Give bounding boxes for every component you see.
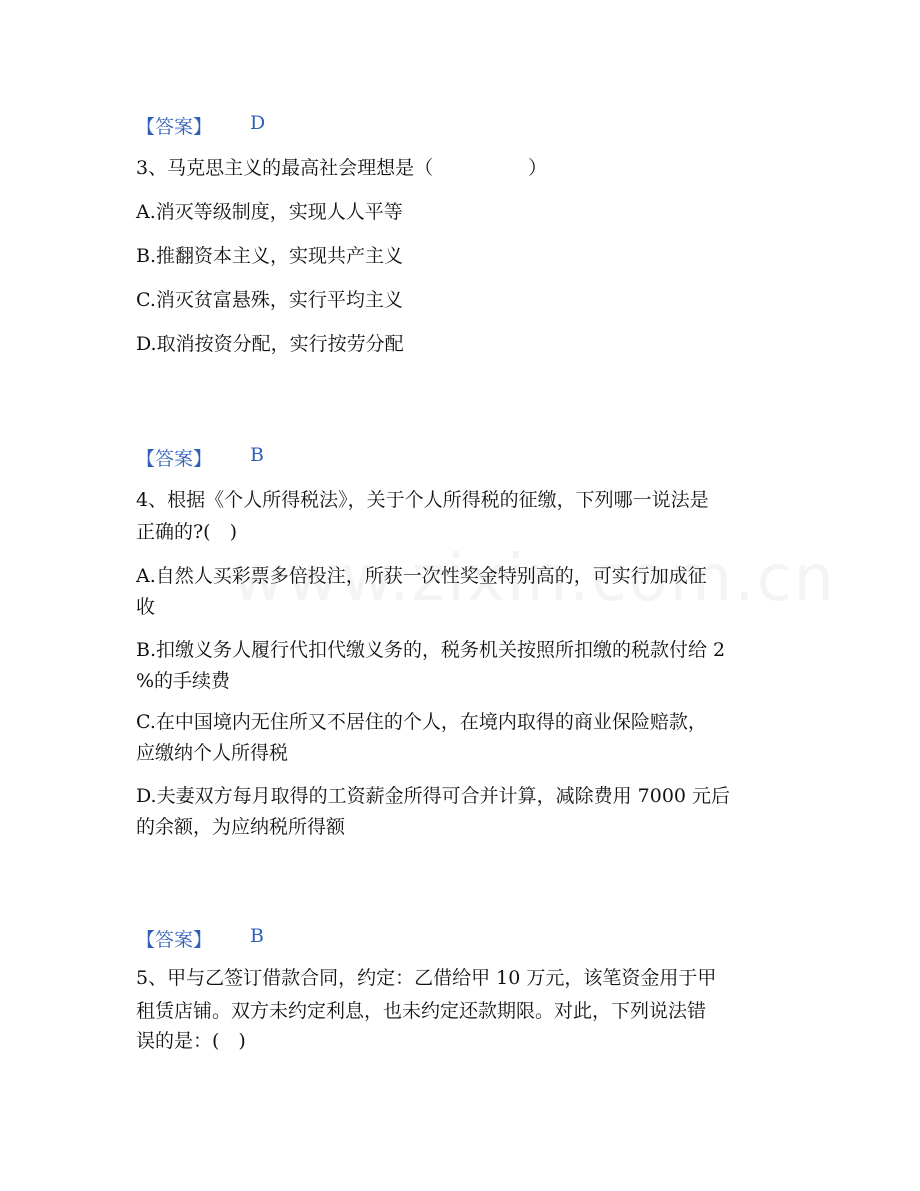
question-4-option-c-line-2: 应缴纳个人所得税 <box>136 742 289 764</box>
answer-label: 【答案】 <box>136 929 213 951</box>
question-4-option-c-line-1: C.在中国境内无住所又不居住的个人，在境内取得的商业保险赔款， <box>136 711 707 733</box>
answer-line <box>136 112 266 139</box>
question-3-option-b: B.推翻资本主义，实现共产主义 <box>136 245 404 267</box>
question-4-option-b-line-2: %的手续费 <box>136 670 231 692</box>
question-4-option-a-line-2: 收 <box>136 596 156 618</box>
answer-line <box>136 925 264 952</box>
question-4-option-d-line-2: 的余额，为应纳税所得额 <box>136 816 346 838</box>
answer-value: D <box>250 112 266 134</box>
question-3-text: 3、马克思主义的最高社会理想是（ ） <box>136 157 548 179</box>
question-4-option-a-line-1: A.自然人买彩票多倍投注，所获一次性奖金特别高的，可实行加成征 <box>136 565 707 587</box>
question-5-text-line-2: 租赁店铺。双方未约定利息，也未约定还款期限。对此，下列说法错 <box>136 1000 707 1022</box>
question-4-text-line-2: 正确的?( ) <box>136 521 238 543</box>
question-3-option-c: C.消灭贫富悬殊，实行平均主义 <box>136 289 403 311</box>
question-4-option-b-line-1: B.扣缴义务人履行代扣代缴义务的，税务机关按照所扣缴的税款付给 2 <box>136 639 726 661</box>
answer-line <box>136 444 264 471</box>
answer-value: B <box>250 444 264 466</box>
question-4-option-d-line-1: D.夫妻双方每月取得的工资薪金所得可合并计算，减除费用 7000 元后 <box>136 785 731 807</box>
question-3-option-d: D.取消按资分配，实行按劳分配 <box>136 333 404 355</box>
answer-label: 【答案】 <box>136 116 213 138</box>
answer-value: B <box>250 925 264 947</box>
question-4-text-line-1: 4、根据《个人所得税法》，关于个人所得税的征缴，下列哪一说法是 <box>136 489 709 511</box>
question-3-option-a: A.消灭等级制度，实现人人平等 <box>136 201 403 223</box>
answer-label: 【答案】 <box>136 448 213 470</box>
question-5-text-line-1: 5、甲与乙签订借款合同，约定：乙借给甲 10 万元，该笔资金用于甲 <box>136 967 717 989</box>
question-5-text-line-3: 误的是：( ) <box>136 1030 246 1052</box>
